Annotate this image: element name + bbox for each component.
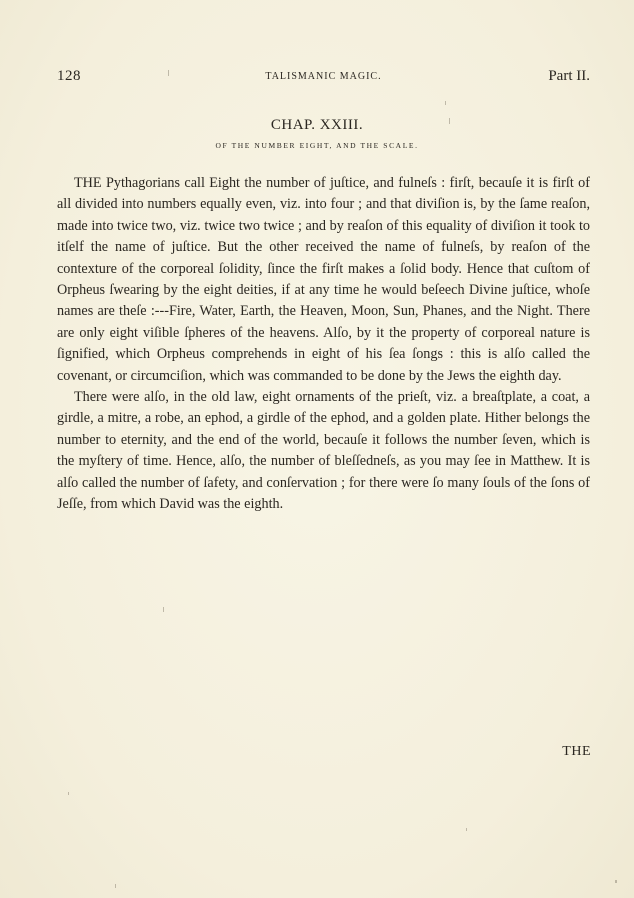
paper-speck — [68, 792, 69, 795]
paragraph: THE Pythagorians call Eight the number of juſtice, and fulneſs : firſt, becauſe it is firſt of all divided into numbers equally even, viz. into four ; and that diviſion is, by the ſame reaſon, made into twice two, viz. twice two twice ; and by reaſon of this equality of diviſion it took to itſelf the name of juſtice. But the other received the name of fulneſs, by reaſon of the contexture of the corporeal ſolidity, ſince the firſt makes a ſolid body. Hence that cuſtom of Orpheus ſwearing by the eight deities, if at any time he would beſeech Divine juſtice, whoſe names are theſe :---Fire, Water, Earth, the Heaven, Moon, Sun, Phanes, and the Night. There are only eight viſible ſpheres of the heavens. Alſo, by it the property of corporeal nature is ſignified, which Orpheus comprehends in eight of his ſea ſongs : this is alſo called the covenant, or circumciſion, which was commanded to be done by the Jews the eighth day. — [57, 175, 590, 384]
paper-speck — [449, 118, 450, 124]
paragraph: There were alſo, in the old law, eight ornaments of the prieſt, viz. a breaſtplate, a coat, a girdle, a mitre, a robe, an ephod, a girdle of the ephod, and a golden plate. Hither belongs the number to eternity, and the end of the world, becauſe it follows the number ſeven, which is the myſtery of time. Hence, alſo, the number of bleſſedneſs, as you may ſee in Matthew. It is alſo called the number of ſafety, and conſervation ; for there were ſo many ſouls of the ſons of Jeſſe, from which David was the eighth. — [57, 389, 590, 513]
chapter-title: CHAP. XXIII. — [270, 117, 364, 133]
paper-speck — [163, 607, 164, 612]
part-label: Part II. — [548, 68, 590, 84]
paper-speck — [615, 880, 617, 883]
catchword: THE — [562, 744, 591, 759]
body-text — [57, 173, 590, 516]
paper-speck — [445, 101, 446, 105]
page-number: 128 — [57, 68, 81, 84]
chapter-subtitle: OF THE NUMBER EIGHT, AND THE SCALE. — [215, 141, 419, 150]
running-title: TALISMANIC MAGIC. — [265, 71, 382, 82]
paper-speck — [115, 884, 116, 888]
paper-speck — [168, 70, 169, 76]
paper-speck — [466, 828, 467, 831]
running-head — [57, 68, 590, 90]
